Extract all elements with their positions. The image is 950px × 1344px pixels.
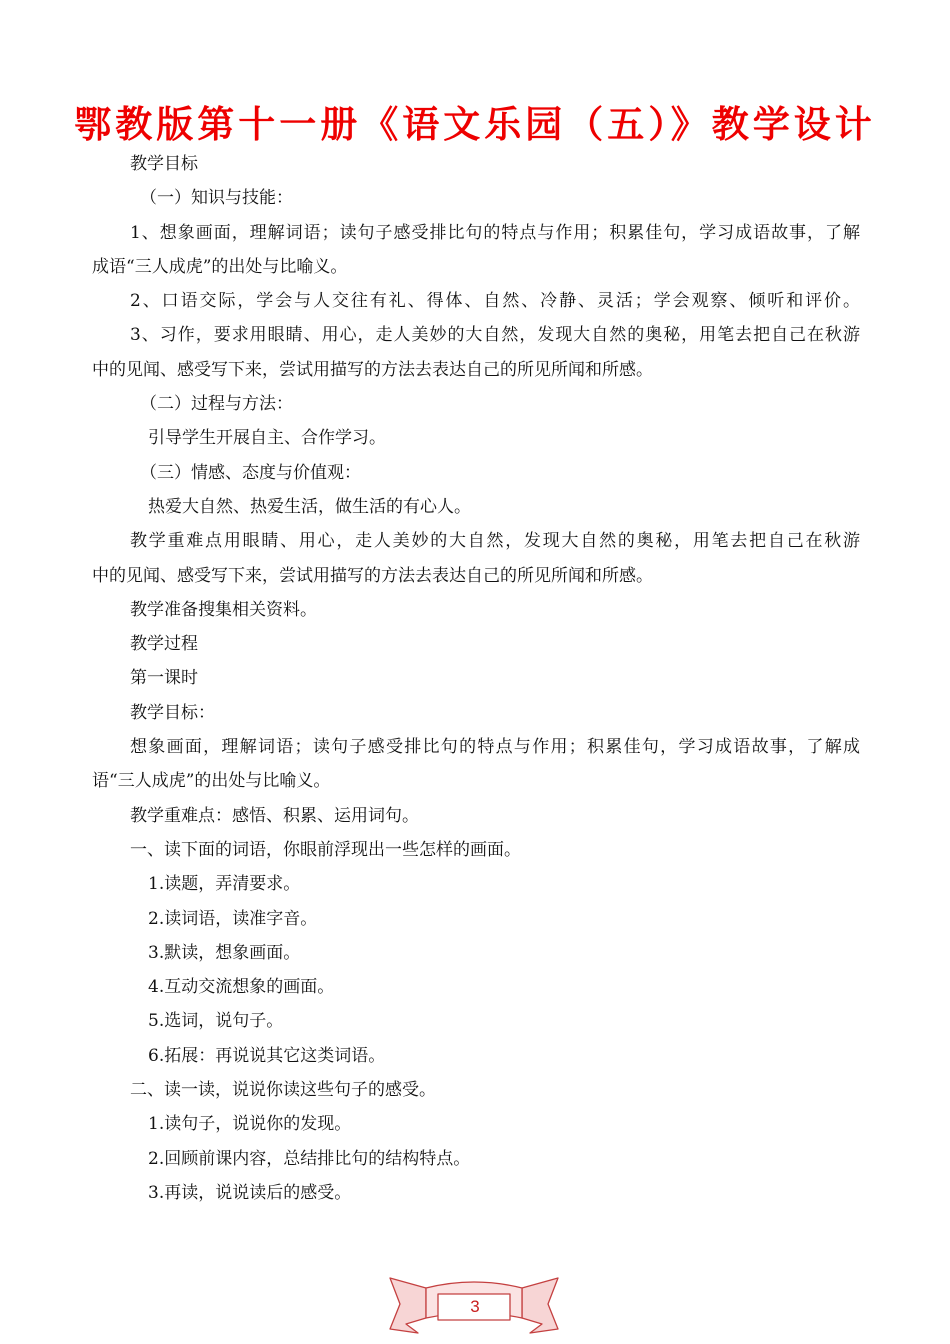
paragraph-line: 热爱大自然、热爱生活，做生活的有心人。 [148,496,471,517]
paragraph-line: 中的见闻、感受写下来，尝试用描写的方法去表达自己的所见所闻和所感。 [92,565,653,586]
list-heading: 一、读下面的词语，你眼前浮现出一些怎样的画面。 [130,839,521,860]
paragraph-line: 3、习作，要求用眼睛、用心，走人美妙的大自然，发现大自然的奥秘，用笔去把自己在秋游 [130,325,860,346]
paragraph-line: 成语“三人成虎”的出处与比喻义。 [92,256,348,277]
body-text [92,147,860,1210]
list-item: 5.选词，说句子。 [148,1011,284,1032]
list-item: 2.回顾前课内容，总结排比句的结构特点。 [148,1148,471,1169]
paragraph-line: 教学准备搜集相关资料。 [130,599,317,620]
subsection-heading: （一）知识与技能： [140,188,293,209]
list-item: 3.再读，说说读后的感受。 [148,1182,352,1203]
subsection-heading: （三）情感、态度与价值观： [140,462,361,483]
list-item: 4.互动交流想象的画面。 [148,977,335,998]
list-heading: 二、读一读，说说你读这些句子的感受。 [130,1080,436,1101]
list-item: 2.读词语，读准字音。 [148,908,318,929]
paragraph-line: 语“三人成虎”的出处与比喻义。 [92,771,331,792]
paragraph-line: 想象画面，理解词语；读句子感受排比句的特点与作用；积累佳句，学习成语故事，了解成 [130,737,860,758]
subsection-heading: （二）过程与方法： [140,394,293,415]
list-item: 6.拓展：再说说其它这类词语。 [148,1045,386,1066]
section-heading: 教学过程 [130,634,198,655]
section-heading: 教学目标 [130,154,198,174]
paragraph-line: 教学重难点用眼睛、用心，走人美妙的大自然，发现大自然的奥秘，用笔去把自己在秋游 [130,531,860,552]
paragraph-line: 中的见闻、感受写下来，尝试用描写的方法去表达自己的所见所闻和所感。 [92,359,653,380]
list-item: 1.读句子，说说你的发现。 [148,1114,352,1135]
section-heading: 教学目标： [130,702,215,723]
page-number: 3 [470,1297,480,1316]
page-title: 鄂教版第十一册《语文乐园（五）》教学设计 [74,103,876,146]
paragraph-line: 1、想象画面，理解词语；读句子感受排比句的特点与作用；积累佳句，学习成语故事，了解 [130,222,860,243]
list-item: 3.默读，想象画面。 [148,942,301,963]
section-heading: 第一课时 [130,668,198,689]
paragraph-line: 引导学生开展自主、合作学习。 [148,428,386,449]
list-item: 1.读题，弄清要求。 [148,874,301,895]
paragraph-line: 2、口语交际，学会与人交往有礼、得体、自然、冷静、灵活；学会观察、倾听和评价。 [130,291,860,312]
paragraph-line: 教学重难点：感悟、积累、运用词句。 [130,805,419,826]
